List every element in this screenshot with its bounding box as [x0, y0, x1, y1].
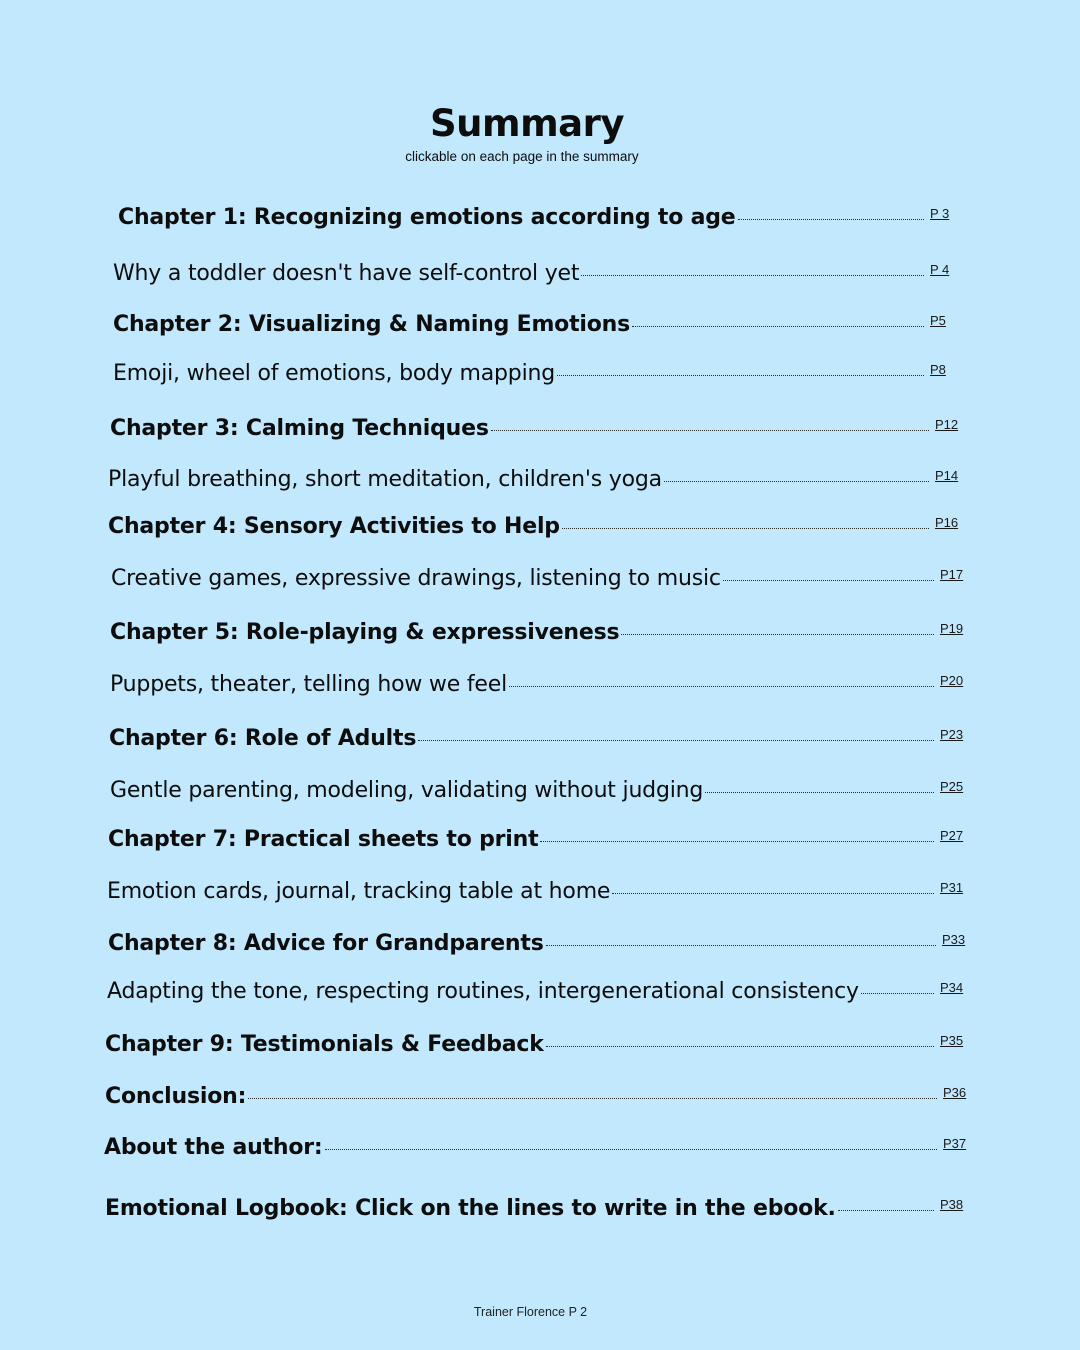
dot-leader	[248, 1098, 937, 1099]
toc-subtopic: Why a toddler doesn't have self-control yet	[113, 261, 580, 286]
page-link[interactable]: P16	[935, 515, 959, 530]
dot-leader	[418, 740, 934, 741]
page-link[interactable]: P17	[940, 567, 964, 582]
dot-leader	[723, 580, 934, 581]
toc-entry[interactable]	[111, 566, 974, 591]
dot-leader	[325, 1149, 937, 1150]
page-link[interactable]: P37	[943, 1136, 967, 1151]
dot-leader	[738, 219, 925, 220]
toc-chapter-title: Chapter 3: Calming Techniques	[110, 416, 489, 441]
page-link[interactable]: P20	[940, 673, 964, 688]
page-link[interactable]: P36	[943, 1085, 967, 1100]
page-link[interactable]: P27	[940, 828, 964, 843]
dot-leader	[509, 686, 934, 687]
toc-entry[interactable]	[110, 416, 969, 441]
page-link[interactable]: P12	[935, 417, 959, 432]
dot-leader	[491, 430, 929, 431]
toc-entry[interactable]	[113, 261, 964, 286]
toc-chapter-title: Emotional Logbook: Click on the lines to write in the ebook.	[105, 1196, 836, 1221]
toc-chapter-title: Conclusion:	[105, 1084, 247, 1109]
page-link[interactable]: P5	[930, 313, 946, 328]
toc-chapter-title: Chapter 2: Visualizing & Naming Emotions	[113, 312, 631, 337]
toc-chapter-title: Chapter 6: Role of Adults	[109, 726, 417, 751]
toc-entry[interactable]	[108, 827, 974, 852]
page-link[interactable]: P8	[930, 362, 946, 377]
toc-entry[interactable]	[108, 931, 976, 956]
toc-entry[interactable]	[110, 672, 974, 697]
page-link[interactable]: P31	[940, 880, 964, 895]
toc-chapter-title: About the author:	[104, 1135, 323, 1160]
page-link[interactable]: P34	[940, 980, 964, 995]
page-subtitle: clickable on each page in the summary	[405, 149, 639, 164]
toc-subtopic: Playful breathing, short meditation, children's yoga	[108, 467, 662, 492]
dot-leader	[557, 375, 924, 376]
toc-entry[interactable]	[108, 467, 969, 492]
toc-entry[interactable]	[110, 620, 974, 645]
toc-chapter-title: Chapter 7: Practical sheets to print	[108, 827, 539, 852]
page-link[interactable]: P23	[940, 727, 964, 742]
dot-leader	[562, 528, 929, 529]
dot-leader	[612, 893, 934, 894]
toc-entry[interactable]	[113, 361, 964, 386]
toc-subtopic: Gentle parenting, modeling, validating without judging	[110, 778, 704, 803]
toc-chapter-title: Chapter 1: Recognizing emotions according to age	[118, 205, 736, 230]
toc-chapter-title: Chapter 5: Role-playing & expressiveness	[110, 620, 620, 645]
dot-leader	[546, 1046, 934, 1047]
toc-entry[interactable]	[108, 514, 969, 539]
dot-leader	[664, 481, 929, 482]
page-link[interactable]: P38	[940, 1197, 964, 1212]
toc-entry[interactable]	[105, 1032, 974, 1057]
toc-entry[interactable]	[107, 879, 974, 904]
toc-entry[interactable]	[105, 1196, 974, 1221]
dot-leader	[540, 841, 934, 842]
toc-entry[interactable]	[109, 726, 974, 751]
page-title: Summary	[430, 102, 624, 145]
toc-subtopic: Adapting the tone, respecting routines, intergenerational consistency	[107, 979, 859, 1004]
dot-leader	[861, 993, 934, 994]
toc-subtopic: Emotion cards, journal, tracking table at home	[107, 879, 611, 904]
page-link[interactable]: P35	[940, 1033, 964, 1048]
page-link[interactable]: P19	[940, 621, 964, 636]
toc-subtopic: Creative games, expressive drawings, listening to music	[111, 566, 721, 591]
toc-entry[interactable]	[107, 979, 974, 1004]
toc-entry[interactable]	[113, 312, 964, 337]
toc-entry[interactable]	[105, 1084, 977, 1109]
toc-chapter-title: Chapter 4: Sensory Activities to Help	[108, 514, 560, 539]
page-link[interactable]: P 3	[930, 206, 950, 221]
toc-subtopic: Emoji, wheel of emotions, body mapping	[113, 361, 555, 386]
dot-leader	[838, 1210, 934, 1211]
toc-entry[interactable]	[110, 778, 974, 803]
dot-leader	[546, 945, 936, 946]
dot-leader	[581, 275, 924, 276]
page-link[interactable]: P14	[935, 468, 959, 483]
toc-entry[interactable]	[118, 205, 964, 230]
toc-entry[interactable]	[104, 1135, 977, 1160]
toc-chapter-title: Chapter 8: Advice for Grandparents	[108, 931, 544, 956]
dot-leader	[632, 326, 924, 327]
toc-chapter-title: Chapter 9: Testimonials & Feedback	[105, 1032, 544, 1057]
dot-leader	[621, 634, 934, 635]
page-link[interactable]: P33	[942, 932, 966, 947]
page-link[interactable]: P 4	[930, 262, 950, 277]
toc-subtopic: Puppets, theater, telling how we feel	[110, 672, 507, 697]
dot-leader	[705, 792, 934, 793]
page-link[interactable]: P25	[940, 779, 964, 794]
page-footer: Trainer Florence P 2	[473, 1305, 588, 1319]
